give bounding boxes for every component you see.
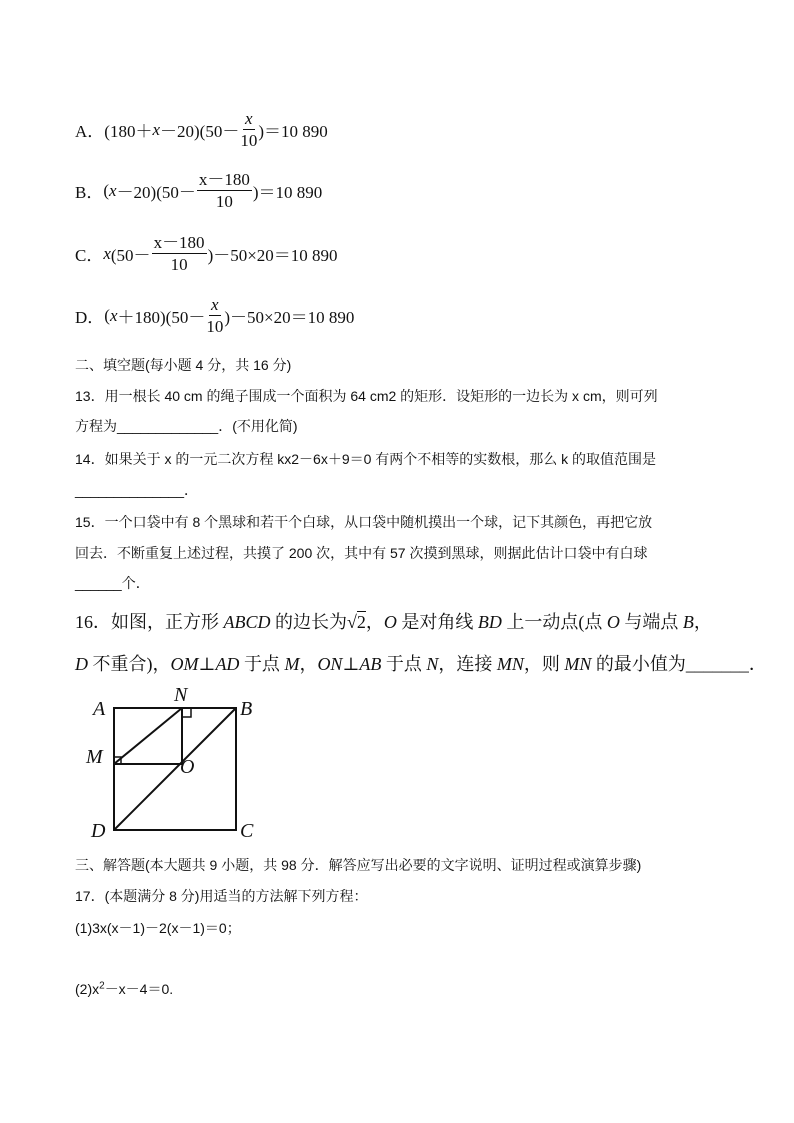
q16-line2: D 不重合)，OM⊥AD 于点 M，ON⊥AB 于点 N，连接 MN，则 MN 的最小值为_______． <box>75 654 767 674</box>
label-c: C <box>240 820 254 842</box>
section-3-title: 三、解答题(本大题共 9 小题，共 98 分．解答应写出必要的文字说明、证明过程或演算步骤) <box>75 857 642 873</box>
q15-line3: ______个． <box>75 575 150 591</box>
fraction: $\frac{x-180}{10}$ <box>198 170 250 211</box>
q13-line2: 方程为_____________．(不用化简) <box>75 418 298 434</box>
option-c: C． x (50－ $\frac{x-180}{10}$ )－50×20＝10 890 <box>75 233 338 274</box>
section-2-title: 二、填空题(每小题 4 分，共 16 分) <box>75 357 292 373</box>
q14-line2: ______________． <box>75 482 199 498</box>
diagonal-bd <box>114 708 236 830</box>
option-letter: B． <box>75 183 104 202</box>
q16-line1: 16．如图，正方形 ABCD 的边长为√2，O 是对角线 BD 上一动点(点 O 与端点 B， <box>75 612 712 632</box>
fraction: $\frac{x-180}{10}$ <box>153 233 205 274</box>
option-d: D． ( x ＋180)(50－ $\frac{x}{10}$ )－50×20＝10 890 <box>75 295 355 336</box>
sqrt-symbol: √ <box>347 612 357 632</box>
option-letter: D． <box>75 308 105 327</box>
label-o: O <box>180 756 195 778</box>
q17-part1: (1)3x(x－1)－2(x－1)＝0； <box>75 920 241 936</box>
label-b: B <box>240 698 253 720</box>
q14-line1: 14．如果关于 x 的一元二次方程 kx2－6x＋9＝0 有两个不相等的实数根，那么 k 的取值范围是 <box>75 451 657 467</box>
fraction: $\frac{x}{10}$ <box>206 295 224 336</box>
label-a: A <box>93 698 106 720</box>
right-angle-n <box>182 708 191 717</box>
q15-line2: 回去．不断重复上述过程，共摸了 200 次，其中有 57 次摸到黑球，则据此估计口袋中有白球 <box>75 545 648 561</box>
segment-mn <box>114 708 182 764</box>
label-m: M <box>86 746 103 768</box>
option-letter: C． <box>75 246 104 265</box>
label-d: D <box>91 820 106 842</box>
q15-line1: 15．一个口袋中有 8 个黑球和若干个白球，从口袋中随机摸出一个球，记下其颜色，再把它放 <box>75 514 653 530</box>
option-b: B． ( x －20)(50－ $\frac{x-180}{10}$ )＝10 890 <box>75 170 323 211</box>
q17-part2: $(2)x^2-x-4=0$. <box>75 980 174 997</box>
label-n: N <box>174 684 188 706</box>
fraction: $\frac{x}{10}$ <box>240 109 258 150</box>
option-letter: A． <box>75 122 105 141</box>
option-a: A． (180＋ x －20)(50－ $\frac{x}{10}$ )＝10 890 <box>75 109 328 150</box>
q13-line1: 13．用一根长 40 cm 的绳子围成一个面积为 64 cm2 的矩形．设矩形的一边长为 x cm，则可列 <box>75 388 658 404</box>
q17-intro: 17．(本题满分 8 分)用适当的方法解下列方程： <box>75 888 368 904</box>
